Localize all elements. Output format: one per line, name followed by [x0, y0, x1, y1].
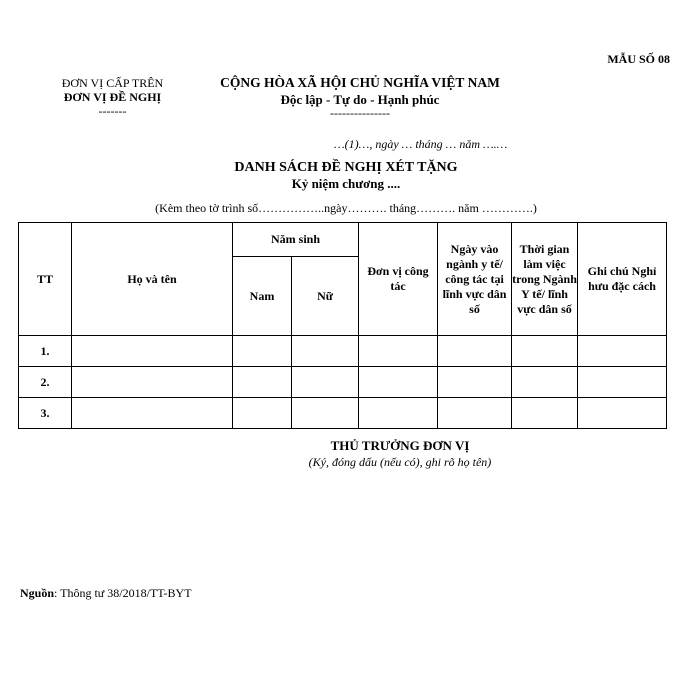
- country-name: CỘNG HÒA XÃ HỘI CHỦ NGHĨA VIỆT NAM: [220, 75, 500, 90]
- col-header-start-date: Ngày vào ngành y tế/ công tác tại lĩnh vực dân số: [438, 223, 512, 336]
- cell-start-date: [438, 398, 512, 429]
- cell-unit: [359, 336, 438, 367]
- cell-note: [578, 336, 667, 367]
- col-header-duration: Thời gian làm việc trong Ngành Y tế/ lĩnh vực dân số: [512, 223, 578, 336]
- cell-note: [578, 398, 667, 429]
- cell-female: [292, 336, 359, 367]
- document-subtitle: Kỷ niệm chương ....: [291, 176, 401, 191]
- signature-instruction: (Ký, đóng dấu (nếu có), ghi rõ họ tên): [308, 455, 492, 469]
- cell-note: [578, 367, 667, 398]
- document-title: DANH SÁCH ĐỀ NGHỊ XÉT TẶNG: [234, 160, 458, 175]
- signatory-title: THỦ TRƯỞNG ĐƠN VỊ: [330, 438, 470, 453]
- proposing-agency-label: ĐƠN VỊ ĐỀ NGHỊ: [63, 90, 162, 104]
- cell-male: [233, 398, 292, 429]
- cell-unit: [359, 367, 438, 398]
- col-header-birth-year: Năm sinh: [233, 223, 359, 257]
- col-header-name: Họ và tên: [72, 223, 233, 336]
- national-header: [212, 74, 508, 118]
- col-header-note: Ghi chú Nghỉ hưu đặc cách: [578, 223, 667, 336]
- national-motto: Độc lập - Tự do - Hạnh phúc: [280, 92, 440, 107]
- row-number: 2.: [19, 367, 72, 398]
- row-number: 1.: [19, 336, 72, 367]
- source-text: : Thông tư 38/2018/TT-BYT: [54, 586, 192, 600]
- superior-agency-label: ĐƠN VỊ CẤP TRÊN: [61, 76, 164, 90]
- col-header-tt: TT: [19, 223, 72, 336]
- nomination-table: [18, 222, 667, 429]
- col-header-male: Nam: [233, 257, 292, 336]
- source-note: [20, 586, 192, 601]
- table-row: [19, 398, 667, 429]
- col-header-female: Nữ: [292, 257, 359, 336]
- cell-duration: [512, 336, 578, 367]
- form-number: MẪU SỐ 08: [607, 52, 670, 66]
- cell-name: [72, 336, 233, 367]
- cell-female: [292, 398, 359, 429]
- issuing-agency-header: [40, 76, 185, 118]
- table-row: [19, 367, 667, 398]
- agency-divider: -------: [98, 104, 127, 118]
- col-header-unit: Đơn vị công tác: [359, 223, 438, 336]
- national-divider: ---------------: [330, 106, 390, 120]
- attachment-reference: (Kèm theo tờ trình số……………..ngày………. tháng………. năm ………….): [155, 201, 537, 215]
- row-number: 3.: [19, 398, 72, 429]
- table-row: [19, 336, 667, 367]
- source-label: Nguồn: [20, 586, 55, 600]
- cell-male: [233, 367, 292, 398]
- cell-duration: [512, 367, 578, 398]
- cell-female: [292, 367, 359, 398]
- cell-start-date: [438, 367, 512, 398]
- place-date-line: …(1)…, ngày … tháng … năm ….…: [334, 137, 508, 151]
- cell-start-date: [438, 336, 512, 367]
- cell-duration: [512, 398, 578, 429]
- cell-male: [233, 336, 292, 367]
- cell-name: [72, 398, 233, 429]
- cell-name: [72, 367, 233, 398]
- cell-unit: [359, 398, 438, 429]
